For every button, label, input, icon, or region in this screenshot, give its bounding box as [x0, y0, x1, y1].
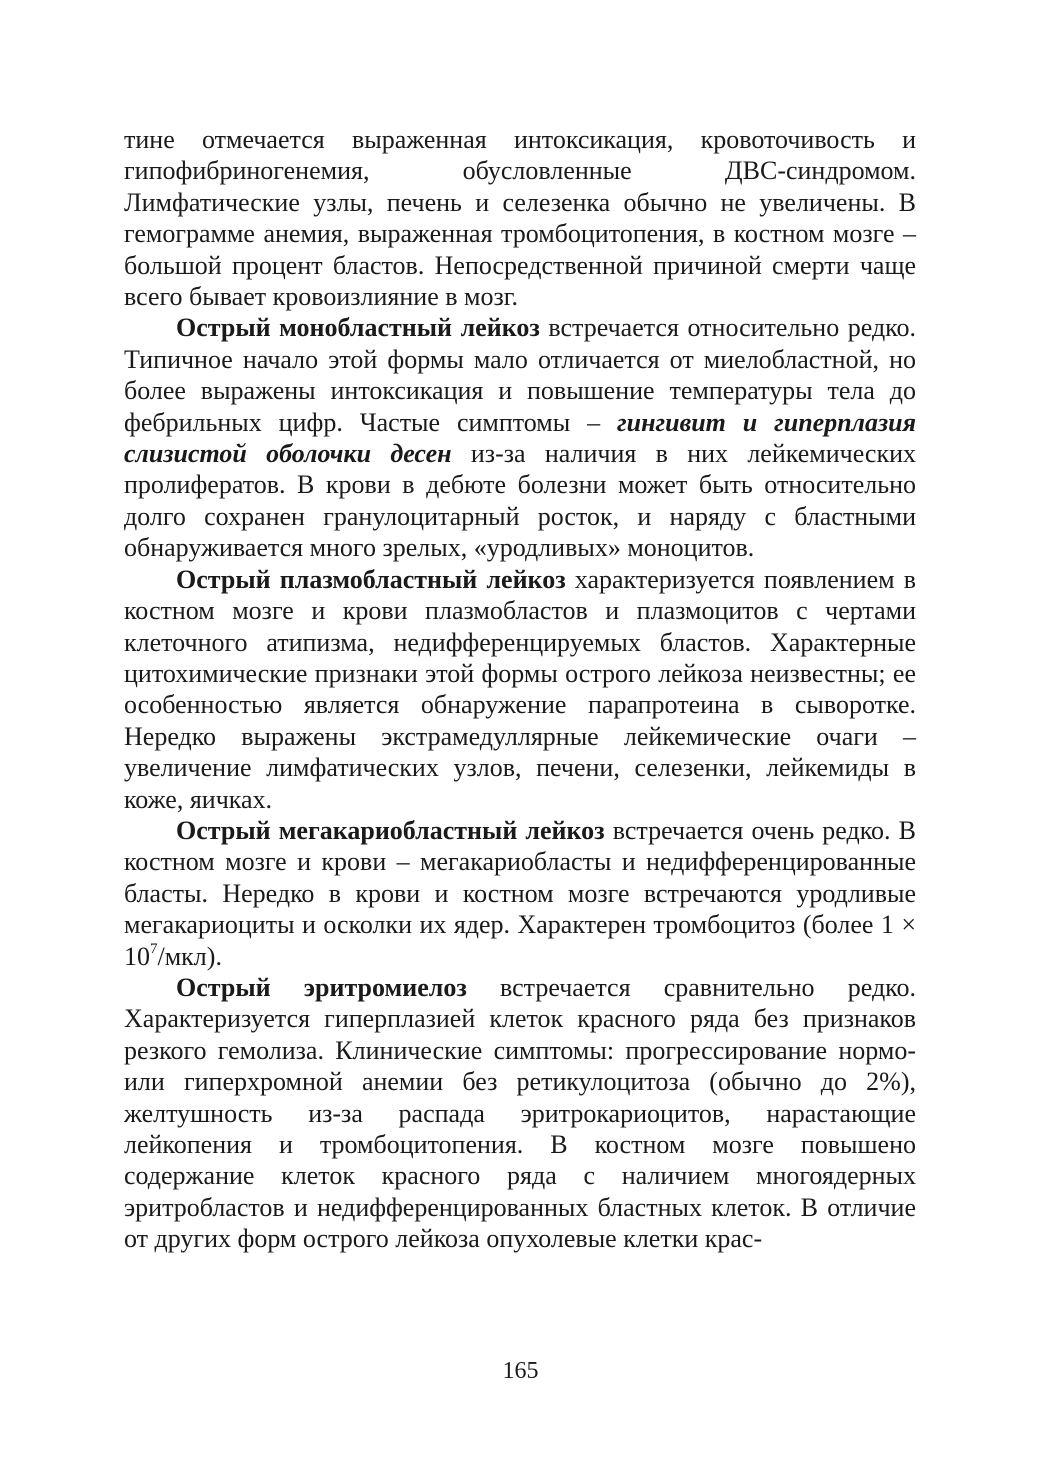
- text-run: /мкл).: [157, 941, 222, 971]
- text-run: характеризуется появлением в костном мозге и крови плазмобластов и плазмоцитов с чертами клеточного атипизма, недифференцируемых бластов. Характерные цитохимические признаки этой формы острого лейкоза неизвестны; ее особенностью является обнаружение парапротеина в сыворотке. Нередко выражены экстрамедуллярные лейкемические очаги – увеличение лимфатических узлов, печени, селезенки, лейкемиды в коже, яичках.: [124, 564, 916, 814]
- text-run: встречается очень редко. В костном мозге и крови – мегакариобласты и недифференцированные бласты. Нередко в крови и костном мозге встречаются уродливые мегакариоциты и осколки их ядер. Характерен тромбоцитоз (более 1 × 10: [124, 815, 916, 971]
- text-run: встречается сравнительно редко. Характеризуется гиперплазией клеток красного ряда без признаков резкого гемолиза. Клинические симптомы: прогрессирование нормо- или гиперхромной анемии без ретикулоцитоза (обычно до 2%), желтушность из-за распада эритрокариоцитов, нарастающие лейкопения и тромбоцитопения. В костном мозге повышено содержание клеток красного ряда с наличием многоядерных эритробластов и недифференцированных бластных клеток. В отличие от других форм острого лейкоза опухолевые клетки крас-: [124, 972, 916, 1254]
- paragraph: [124, 124, 916, 312]
- superscript-exponent: 7: [150, 940, 158, 957]
- term-heading: Острый монобластный лейкоз: [176, 313, 540, 343]
- term-heading: Острый эритромиелоз: [176, 972, 467, 1002]
- text-run: встречается относительно редко. Типичное начало этой формы мало отличается от миелобластной, но более выражены интоксикация и повышение температуры тела до фебрильных цифр. Частые симптомы –: [124, 313, 916, 437]
- paragraph-monoblastic: [124, 312, 916, 563]
- paragraph-plasmoblastic: [124, 564, 916, 815]
- paragraph-erythromyelosis: [124, 972, 916, 1255]
- text-run: тине отмечается выраженная интоксикация, кровоточивость и гипофибриногенемия, обусловленные ДВС-синдромом. Лимфатические узлы, печень и селезенка обычно не увеличены. В гемограмме анемия, выраженная тромбоцитопения, в костном мозге – большой процент бластов. Непосредственной причиной смерти чаще всего бывает кровоизлияние в мозг.: [124, 125, 916, 312]
- paragraph-megakaryoblastic: [124, 815, 916, 972]
- emphasized-term-text: гингивит и гиперплазия слизистой оболочки десен: [124, 407, 916, 469]
- page-number: 165: [502, 1358, 539, 1384]
- term-heading: Острый мегакариобластный лейкоз: [176, 815, 605, 845]
- term-heading: Острый плазмобластный лейкоз: [176, 564, 566, 594]
- page-body: [124, 124, 916, 1255]
- text-run: из-за наличия в них лейкемических пролифератов. В крови в дебюте болезни может быть относительно долго сохранен гранулоцитарный росток, и наряду с бластными обнаруживается много зрелых, «уродливых» моноцитов.: [124, 439, 916, 563]
